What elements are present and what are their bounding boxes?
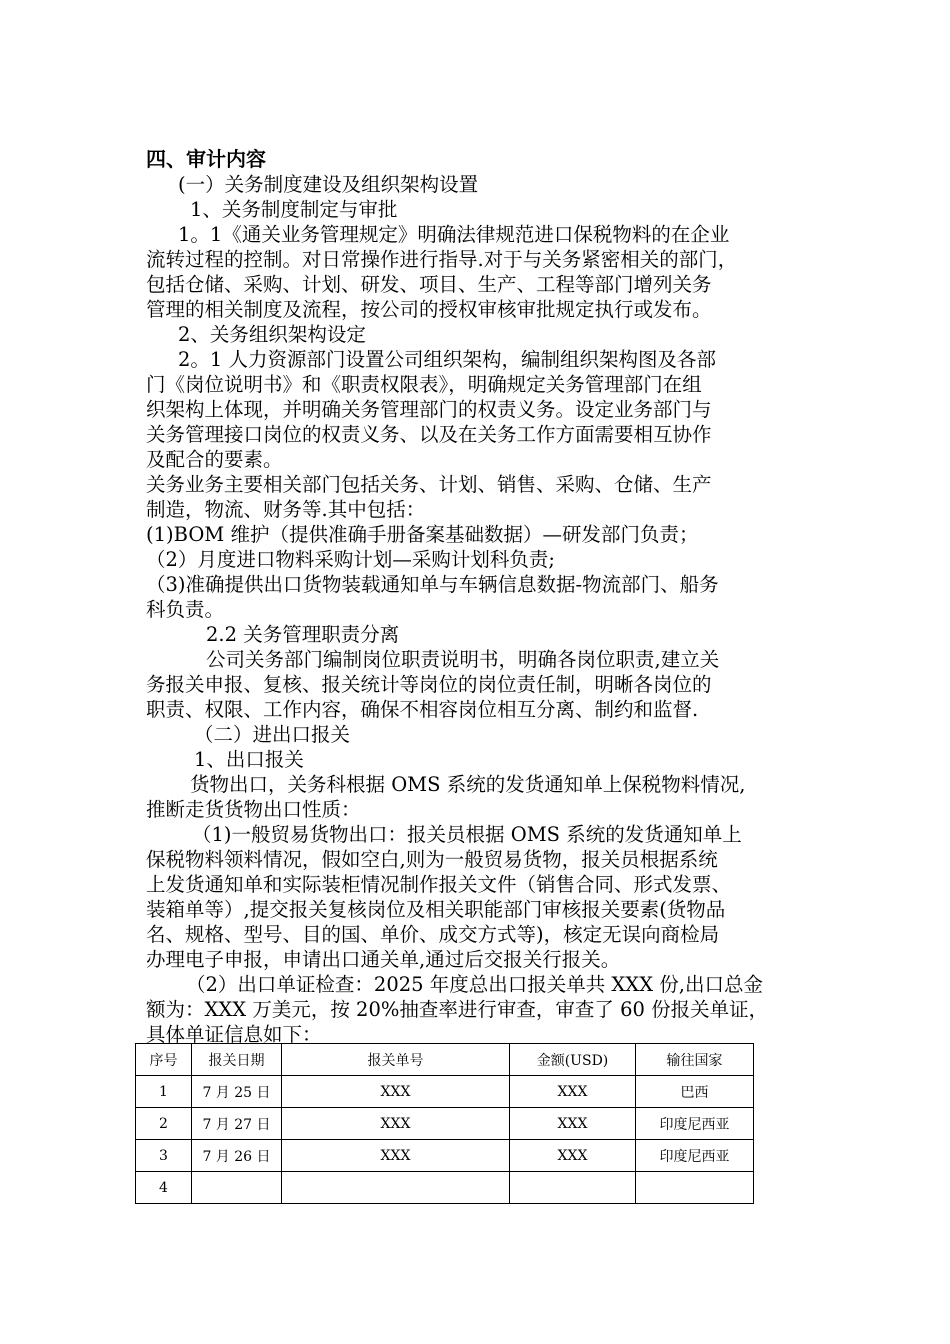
item-heading: 1、关务制度制定与审批 <box>190 198 398 221</box>
table-cell: 7 月 25 日 <box>192 1076 282 1108</box>
paragraph-line: 上发货通知单和实际装柜情况制作报关文件（销售合同、形式发票、 <box>146 873 732 896</box>
table-cell: 2 <box>136 1108 192 1140</box>
table-cell: XXX <box>510 1076 636 1108</box>
paragraph-line: 及配合的要素。 <box>146 448 283 471</box>
table-cell <box>636 1172 754 1204</box>
table-cell <box>510 1172 636 1204</box>
item-heading: 2、关务组织架构设定 <box>178 323 366 346</box>
paragraph-line: 装箱单等）,提交报关复核岗位及相关职能部门审核报关要素(货物品 <box>146 898 726 921</box>
header-cell: 报关单号 <box>282 1044 510 1076</box>
paragraph-line: 公司关务部门编制岗位职责说明书，明确各岗位职责,建立关 <box>206 648 720 671</box>
table-cell: XXX <box>282 1140 510 1172</box>
paragraph-line: 职责、权限、工作内容，确保不相容岗位相互分离、制约和监督. <box>146 698 699 721</box>
table-cell: XXX <box>510 1108 636 1140</box>
section-heading: 四、审计内容 <box>146 147 266 171</box>
paragraph-line: 务报关申报、复核、报关统计等岗位的岗位责任制，明晰各岗位的 <box>146 673 712 696</box>
table-cell: 4 <box>136 1172 192 1204</box>
paragraph-line: 门《岗位说明书》和《职责权限表》，明确规定关务管理部门在组 <box>146 373 702 396</box>
paragraph-line: 货物出口，关务科根据 OMS 系统的发货通知单上保税物料情况, <box>190 773 746 796</box>
table-cell: 印度尼西亚 <box>636 1108 754 1140</box>
paragraph-line: 推断走货货物出口性质： <box>146 798 361 821</box>
paragraph-line: 具体单证信息如下： <box>146 1023 322 1046</box>
paragraph-line: 制造，物流、财务等.其中包括： <box>146 498 426 521</box>
table-cell: 印度尼西亚 <box>636 1140 754 1172</box>
table-cell <box>282 1172 510 1204</box>
paragraph-line: 保税物料领料情况，假如空白,则为一般贸易货物，报关员根据系统 <box>146 848 718 871</box>
paragraph-line: 包括仓储、采购、计划、研发、项目、生产、工程等部门增列关务 <box>146 273 712 296</box>
paragraph-line: 1。1《通关业务管理规定》明确法律规范进口保税物料的在企业 <box>178 223 730 246</box>
table-cell: 7 月 27 日 <box>192 1108 282 1140</box>
paragraph-line: 织架构上体现，并明确关务管理部门的权责义务。设定业务部门与 <box>146 398 712 421</box>
table-cell: XXX <box>510 1140 636 1172</box>
header-cell: 报关日期 <box>192 1044 282 1076</box>
item-heading: 2.2 关务管理职责分离 <box>206 623 400 646</box>
paragraph-line: 管理的相关制度及流程，按公司的授权审核审批规定执行或发布。 <box>146 298 712 321</box>
table-row <box>136 1076 754 1108</box>
paragraph-line: 2。1 人力资源部门设置公司组织架构，编制组织架构图及各部 <box>178 348 717 371</box>
list-item: （2）月度进口物料采购计划—采购计划科负责; <box>146 548 555 571</box>
table-cell: 3 <box>136 1140 192 1172</box>
paragraph-line: 流转过程的控制。对日常操作进行指导.对于与关务紧密相关的部门， <box>146 248 738 271</box>
paragraph-line: 关务管理接口岗位的权责义务、以及在关务工作方面需要相互协作 <box>146 423 712 446</box>
table-cell: 巴西 <box>636 1076 754 1108</box>
table-cell: 7 月 26 日 <box>192 1140 282 1172</box>
table-cell: XXX <box>282 1076 510 1108</box>
table-row <box>136 1172 754 1204</box>
table-header-row <box>136 1044 754 1076</box>
table-cell <box>192 1172 282 1204</box>
paragraph-line: （1)一般贸易货物出口：报关员根据 OMS 系统的发货通知单上 <box>192 823 742 846</box>
table-row <box>136 1108 754 1140</box>
paragraph-line: 办理电子申报，申请出口通关单,通过后交报关行报关。 <box>146 948 621 971</box>
paragraph-line: 关务业务主要相关部门包括关务、计划、销售、采购、仓储、生产 <box>146 473 712 496</box>
subsection-heading: (一）关务制度建设及组织架构设置 <box>178 173 479 196</box>
list-item: （3)准确提供出口货物装载通知单与车辆信息数据-物流部门、船务 <box>146 573 719 596</box>
table-row <box>136 1140 754 1172</box>
header-cell: 序号 <box>136 1044 192 1076</box>
document-body <box>146 147 816 1047</box>
paragraph-line: （2）出口单证检查：2025 年度总出口报关单共 XXX 份,出口总金 <box>186 973 763 996</box>
table-cell: XXX <box>282 1108 510 1140</box>
header-cell: 输往国家 <box>636 1044 754 1076</box>
item-heading: 1、出口报关 <box>194 748 304 771</box>
paragraph-line: 额为：XXX 万美元，按 20%抽查率进行审查，审查了 60 份报关单证， <box>146 998 769 1021</box>
declaration-table <box>135 1043 754 1204</box>
list-item: (1)BOM 维护（提供准确手册备案基础数据）—研发部门负责； <box>146 523 699 546</box>
table-cell: 1 <box>136 1076 192 1108</box>
paragraph-line: 名、规格、型号、目的国、单价、成交方式等)，核定无误向商检局 <box>146 923 720 946</box>
subsection-heading: （二）进出口报关 <box>194 723 351 746</box>
list-item: 科负责。 <box>146 598 225 621</box>
header-cell: 金额(USD) <box>510 1044 636 1076</box>
